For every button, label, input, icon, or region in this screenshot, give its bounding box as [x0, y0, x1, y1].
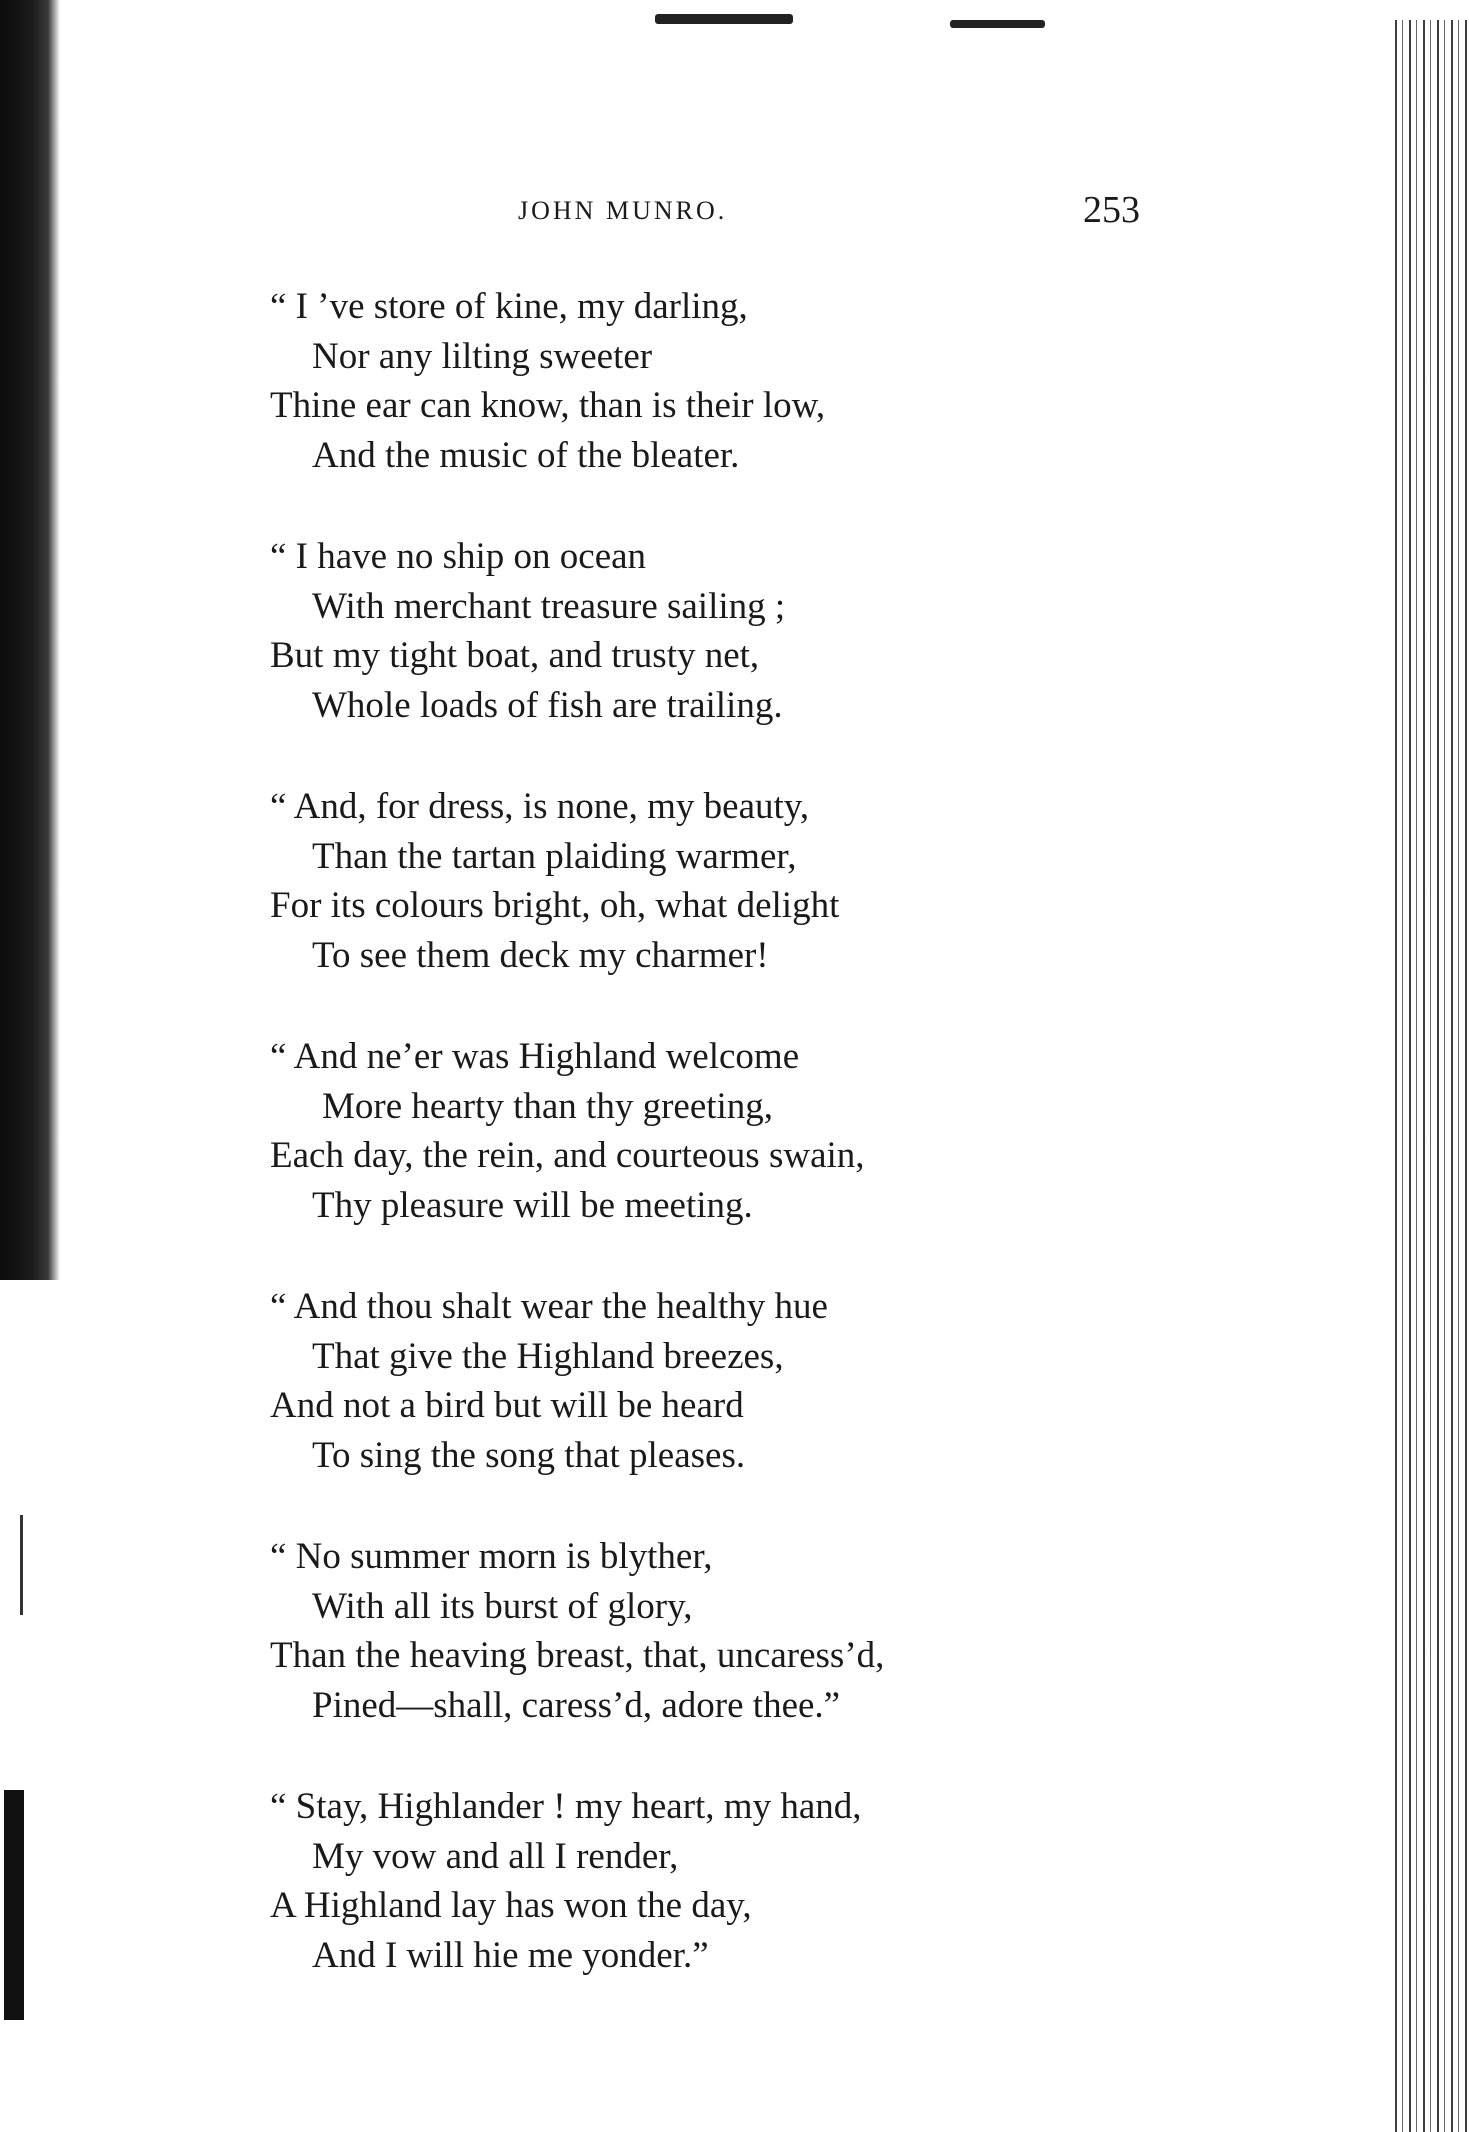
- scan-left-edge: [0, 0, 60, 1280]
- poem-line: My vow and all I render,: [312, 1835, 679, 1877]
- poem-line: That give the Highland breezes,: [312, 1335, 784, 1377]
- poem-line: More hearty than thy greeting,: [322, 1085, 774, 1127]
- poem-line: And the music of the bleater.: [312, 434, 740, 476]
- poem-line: Each day, the rein, and courteous swain,: [270, 1135, 865, 1176]
- stanza-6: [270, 1532, 1170, 1730]
- scan-top-mark: [655, 14, 793, 24]
- poem-line: Whole loads of fish are trailing.: [312, 684, 783, 726]
- poem-line: “ And, for dress, is none, my beauty,: [270, 786, 810, 827]
- poem-line: Nor any lilting sweeter: [312, 335, 653, 377]
- poem-line: Thy pleasure will be meeting.: [312, 1184, 753, 1226]
- stanza-4: [270, 1032, 1170, 1230]
- stanza-1: [270, 282, 1170, 480]
- stanza-2: [270, 532, 1170, 730]
- scan-left-lower-edge: [4, 1790, 24, 2020]
- poem-line: With merchant treasure sailing ;: [312, 585, 786, 627]
- poem: [270, 282, 1170, 2032]
- poem-line: And I will hie me yonder.”: [312, 1934, 709, 1976]
- stanza-3: [270, 782, 1170, 980]
- page-number: 253: [1083, 189, 1140, 231]
- poem-line: For its colours bright, oh, what delight: [270, 885, 840, 926]
- scan-left-tick: [20, 1515, 23, 1615]
- poem-line: “ Stay, Highlander ! my heart, my hand,: [270, 1786, 862, 1827]
- poem-line: Thine ear can know, than is their low,: [270, 385, 826, 426]
- poem-line: To sing the song that pleases.: [312, 1434, 746, 1476]
- poem-line: And not a bird but will be heard: [270, 1385, 744, 1426]
- poem-line: A Highland lay has won the day,: [270, 1885, 752, 1926]
- scan-top-mark-2: [950, 20, 1045, 28]
- running-head: [270, 188, 1140, 238]
- scan-right-edge: [1389, 20, 1469, 2132]
- poem-line: “ And ne’er was Highland welcome: [270, 1036, 800, 1077]
- poem-line: “ No summer morn is blyther,: [270, 1536, 713, 1577]
- poem-line: With all its burst of glory,: [312, 1585, 693, 1627]
- poem-line: Than the heaving breast, that, uncaress’d,: [270, 1635, 885, 1676]
- poem-line: “ And thou shalt wear the healthy hue: [270, 1286, 828, 1327]
- poem-line: But my tight boat, and trusty net,: [270, 635, 760, 676]
- poem-line: “ I ’ve store of kine, my darling,: [270, 286, 748, 327]
- running-title: JOHN MUNRO.: [518, 196, 728, 225]
- stanza-7: [270, 1782, 1170, 1980]
- poem-line: Than the tartan plaiding warmer,: [312, 835, 797, 877]
- poem-line: Pined—shall, caress’d, adore thee.”: [312, 1684, 841, 1726]
- stanza-5: [270, 1282, 1170, 1480]
- poem-line: “ I have no ship on ocean: [270, 536, 647, 577]
- poem-line: To see them deck my charmer!: [312, 934, 769, 976]
